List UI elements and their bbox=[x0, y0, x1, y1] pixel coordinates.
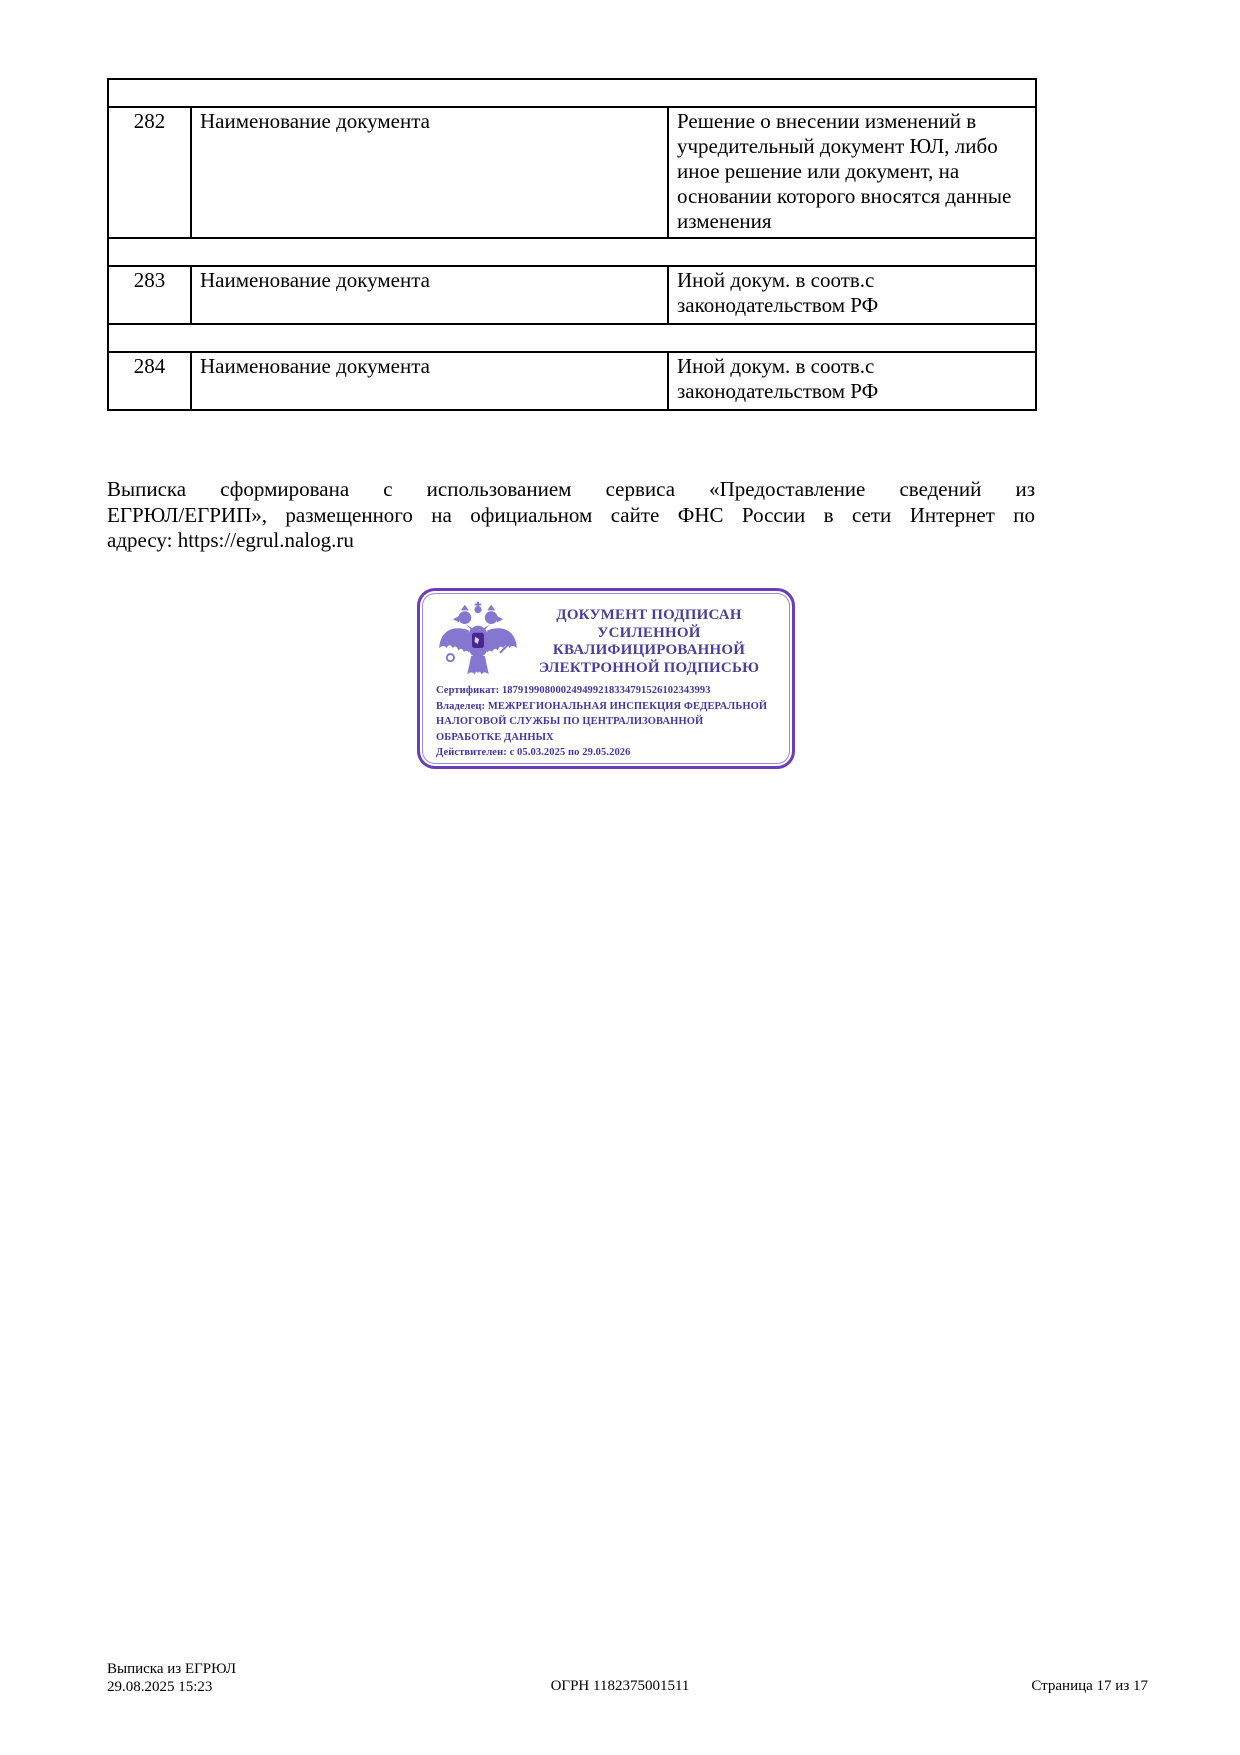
row-number: 282 bbox=[108, 107, 191, 238]
owner-line bbox=[436, 699, 768, 746]
coat-of-arms-icon bbox=[436, 600, 520, 680]
row-value: Решение о внесении изменений в учредительный документ ЮЛ, либо иное решение или документ, на основании которого вносятся данные изменения bbox=[668, 107, 1036, 238]
service-note bbox=[107, 477, 1035, 554]
stamp-title-line: ДОКУМЕНТ ПОДПИСАН bbox=[556, 607, 742, 623]
validity-value: с 05.03.2025 по 29.05.2026 bbox=[509, 747, 631, 758]
service-note-line: Выписка сформирована с использованием сервиса «Предоставление сведений из bbox=[107, 477, 1035, 501]
table-spacer-row bbox=[108, 79, 1036, 107]
stamp-title bbox=[520, 600, 778, 677]
stamp-title-line: ЭЛЕКТРОННОЙ ПОДПИСЬЮ bbox=[538, 659, 760, 676]
table-row bbox=[108, 107, 1036, 238]
table-spacer-row bbox=[108, 324, 1036, 352]
footer-datetime: 29.08.2025 15:23 bbox=[107, 1679, 213, 1695]
row-number: 284 bbox=[108, 352, 191, 410]
table-row bbox=[108, 352, 1036, 410]
owner-value: МЕЖРЕГИОНАЛЬНАЯ ИНСПЕКЦИЯ ФЕДЕРАЛЬНОЙ НАЛОГОВОЙ СЛУЖБЫ ПО ЦЕНТРАЛИЗОВАННОЙ ОБРАБОТКЕ ДАННЫХ bbox=[436, 700, 768, 743]
row-value: Иной докум. в соотв.с законодательством РФ bbox=[668, 352, 1036, 410]
certificate-value: 187919908000249499218334791526102343993 bbox=[501, 685, 711, 696]
row-label: Наименование документа bbox=[191, 266, 668, 324]
certificate-label: Сертификат: bbox=[436, 685, 500, 696]
table-spacer-row bbox=[108, 238, 1036, 266]
signature-stamp bbox=[417, 588, 795, 769]
service-note-line: ЕГРЮЛ/ЕГРИП», размещенного на официальном сайте ФНС России в сети Интернет по bbox=[107, 502, 1035, 527]
footer-page-number: Страница 17 из 17 bbox=[1031, 1678, 1148, 1694]
documents-table bbox=[107, 78, 1037, 411]
validity-label: Действителен: bbox=[436, 747, 507, 758]
validity-line bbox=[436, 745, 768, 761]
row-value: Иной докум. в соотв.с законодательством РФ bbox=[668, 266, 1036, 324]
certificate-line bbox=[436, 683, 768, 699]
row-label: Наименование документа bbox=[191, 107, 668, 238]
owner-label: Владелец: bbox=[436, 700, 486, 712]
stamp-title-line: УСИЛЕННОЙ КВАЛИФИЦИРОВАННОЙ bbox=[552, 624, 746, 658]
footer-doc-type: Выписка из ЕГРЮЛ bbox=[107, 1661, 236, 1677]
service-note-line: адресу: https://egrul.nalog.ru bbox=[107, 528, 354, 552]
row-label: Наименование документа bbox=[191, 352, 668, 410]
footer-ogrn: ОГРН 1182375001511 bbox=[550, 1678, 690, 1694]
table-row bbox=[108, 266, 1036, 324]
stamp-details bbox=[436, 683, 768, 761]
row-number: 283 bbox=[108, 266, 191, 324]
